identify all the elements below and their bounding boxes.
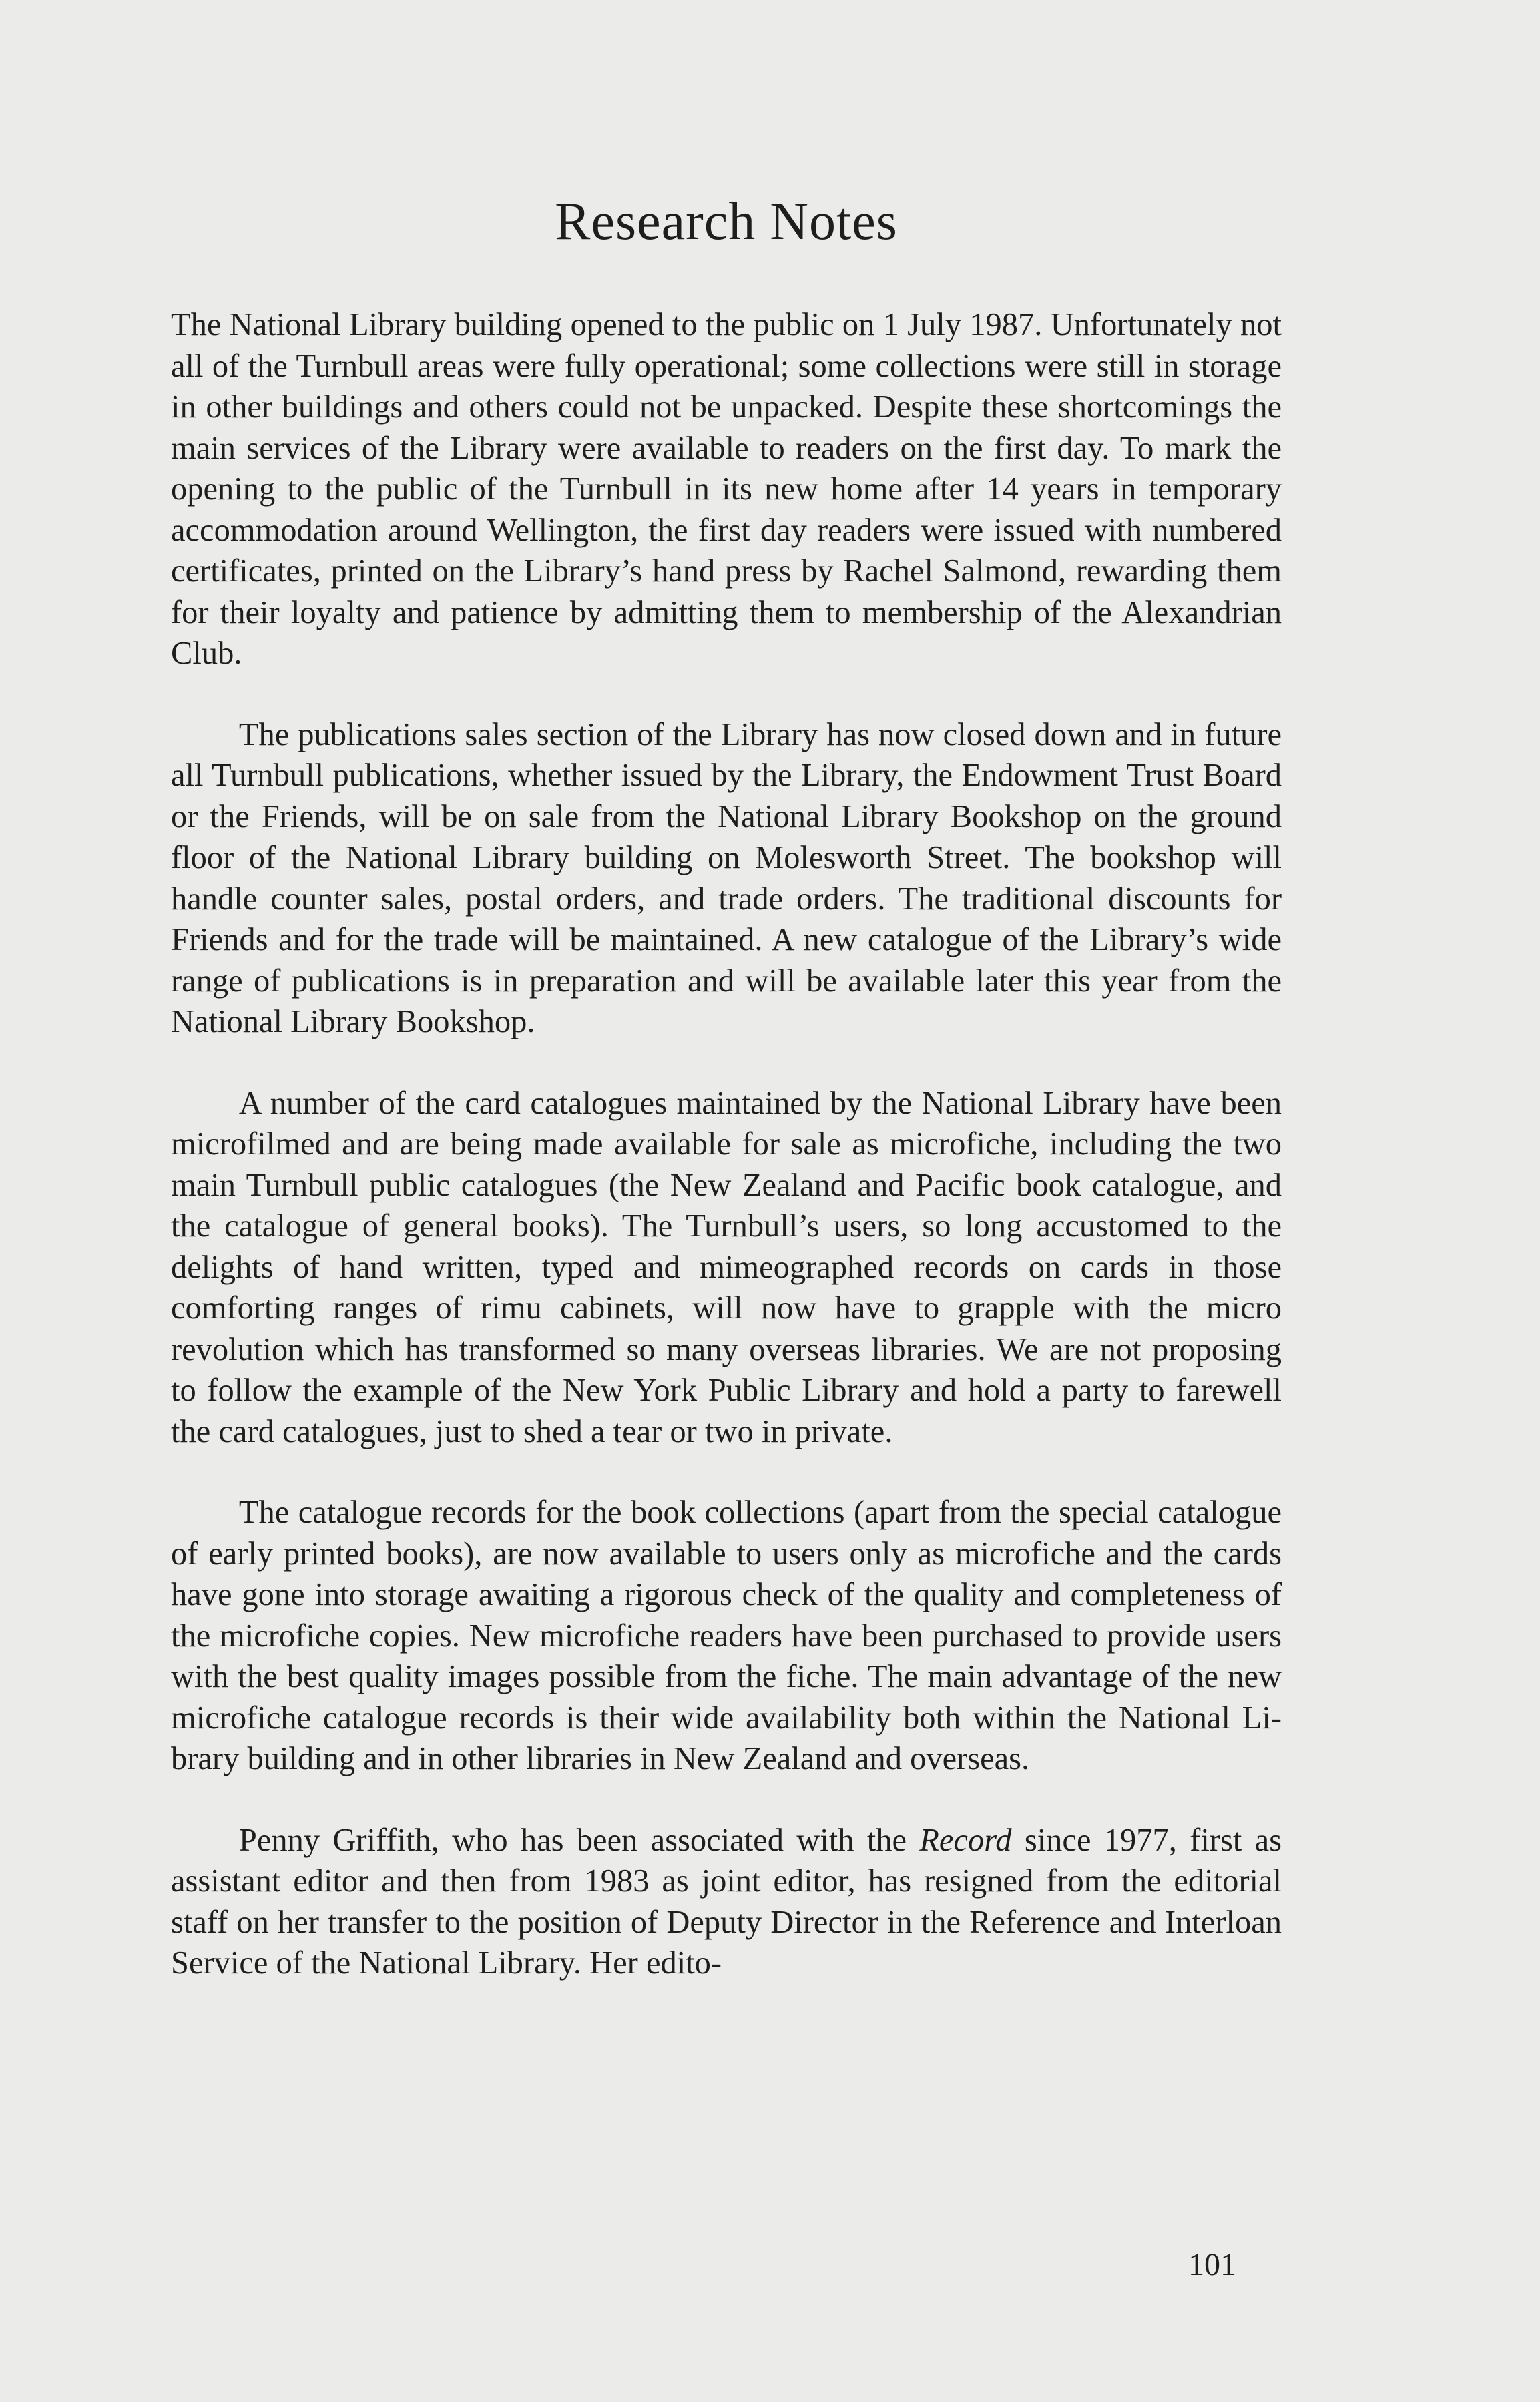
page-title: Research Notes <box>555 192 898 251</box>
paragraph-text-part: Penny Griffith, who has been associated with the <box>238 1822 920 1858</box>
paragraph-publications: The publications sales section of the Library has now closed down and in future all Turnbull publications, whether issued by the Library, the Endowment Trust Board or the Friends, will be on sale from the National Library Bookshop on the ground floor of the National Library building on Molesworth Street. The bookshop will handle counter sales, postal orders, and trade orders. The traditional discounts for Friends and for the trade will be maintained. A new catalogue of the Library’s wide range of publications is in preparation and will be available later this year from the National Library Bookshop. <box>171 716 1282 1039</box>
italic-title-record: Record <box>919 1822 1012 1858</box>
paragraph-opening: The National Library building opened to the public on 1 July 1987. Unfortunately not all of the Turnbull areas were fully operational; some collections were still in storage in other buildings and others could not be unpacked. Despite these shortcomings the main services of the Library were available to readers on the first day. To mark the opening to the public of the Turnbull in its new home after 14 years in temporary accommodation around Wellington, the first day readers were issued with numbered certificates, printed on the Library’s hand press by Rachel Salmond, rewarding them for their loyalty and patience by admitting them to membership of the Alexandrian Club. <box>171 307 1282 671</box>
paragraph-penny-griffith <box>171 1820 1282 1984</box>
paragraph-microfiche: The catalogue records for the book collections (apart from the special catalogue of early printed books), are now available to users only as microfiche and the cards have gone into storage awaiting a rigorous check of the quality and completeness of the microfiche copies. New microfiche readers have been purchased to provide users with the best quality images possible from the fiche. The main advantage of the new microfiche catalogue records is their wide availability both within the National Library building and in other libraries in New Zealand and overseas. <box>171 1495 1282 1776</box>
page-number: 101 <box>1188 2247 1236 2283</box>
page-content <box>171 194 1282 1984</box>
paragraph-text-part: since 1977, first as assistant editor and then from 1983 as joint editor, has resigned from the editorial staff on her transfer to the position of Deputy Director in the Reference and Interloan Service of the National Library. Her edito- <box>171 1822 1282 1981</box>
paragraph-card-catalogues: A number of the card catalogues maintained by the National Library have been microfilmed and are being made available for sale as microfiche, including the two main Turnbull public catalogues (the New Zealand and Pacific book catalogue, and the catalogue of general books). The Turnbull’s users, so long accustomed to the delights of hand written, typed and mimeographed records on cards in those comforting ranges of rimu cabinets, will now have to grapple with the micro revolution which has transformed so many overseas libraries. We are not proposing to follow the example of the New York Public Library and hold a party to farewell the card catalogues, just to shed a tear or two in private. <box>171 1085 1282 1449</box>
